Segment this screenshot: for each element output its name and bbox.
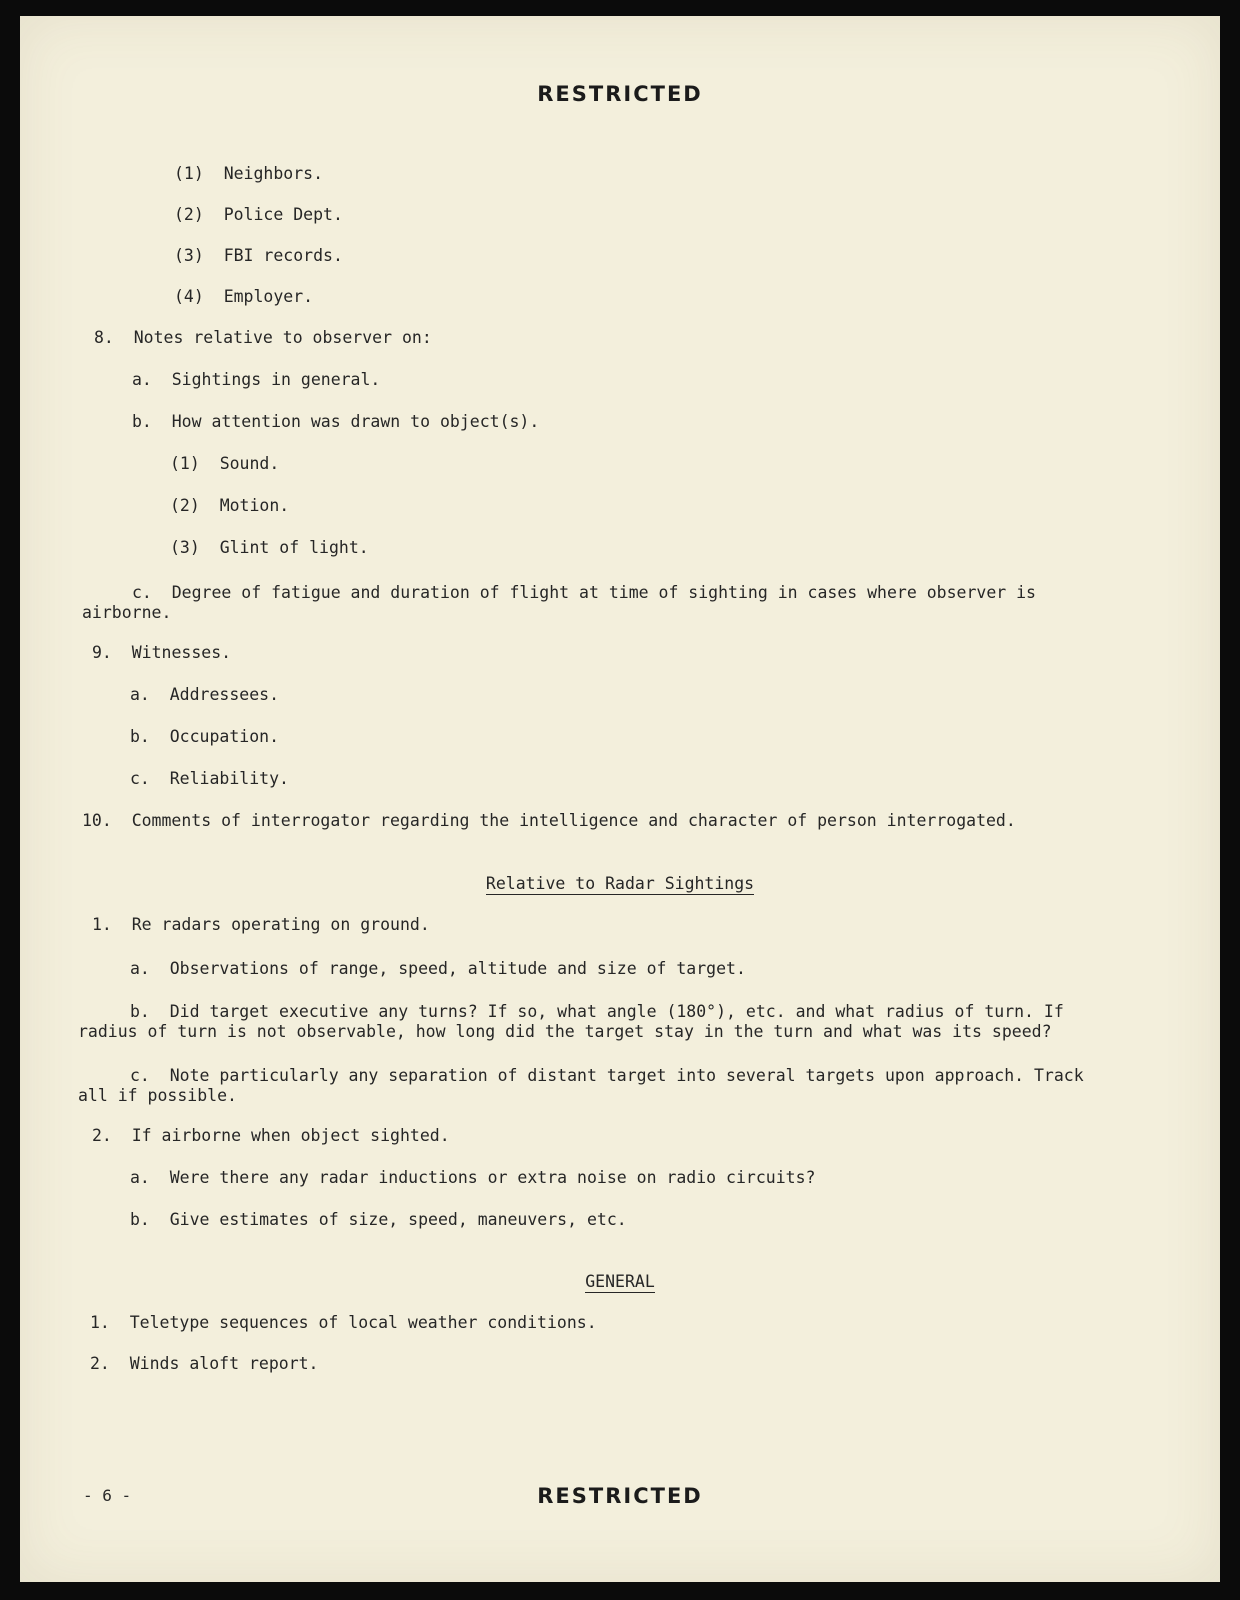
paragraph-item [78,1066,1108,1106]
list-item [132,412,539,431]
list-item [170,496,289,515]
page-number: - 6 - [83,1486,132,1505]
item-number: (3) [174,246,204,265]
classification-footer: RESTRICTED [537,1484,703,1508]
item-text: FBI records. [223,246,343,265]
item-number: (1) [170,454,200,473]
list-item [170,538,369,557]
item-number: 8. [94,328,114,347]
classification-header: RESTRICTED [537,82,703,106]
list-item [174,205,343,224]
list-item [130,1168,815,1187]
item-text: Observations of range, speed, altitude and size of target. [169,959,746,978]
item-text: Degree of fatigue and duration of flight at time of sighting in cases where observer is airborne. [82,583,1036,622]
item-number: a. [130,685,150,704]
item-number: b. [132,412,152,431]
item-number: 10. [82,811,112,830]
item-text: Police Dept. [223,205,343,224]
item-text: Comments of interrogator regarding the intelligence and character of person interrogated. [131,811,1016,830]
item-number: b. [130,1210,150,1229]
item-number: 2. [92,1126,112,1145]
item-number: (2) [174,205,204,224]
list-item [130,685,279,704]
document-page [20,16,1220,1582]
item-text: Winds aloft report. [129,1354,319,1373]
item-text: Note particularly any separation of distant target into several targets upon approach. Track all if possible. [78,1066,1084,1105]
item-text: Employer. [223,287,314,306]
item-number: 1. [90,1313,110,1332]
item-text: Were there any radar inductions or extra noise on radio circuits? [169,1168,816,1187]
item-number: (2) [170,496,200,515]
list-item [92,915,430,934]
list-item [174,164,323,183]
item-text: If airborne when object sighted. [131,1126,450,1145]
item-text: Did target executive any turns? If so, what angle (180°), etc. and what radius of turn. If radius of turn is not observable, how long did the target stay in the turn and what was its speed? [78,1002,1064,1041]
item-text: Glint of light. [219,538,369,557]
item-number: c. [132,583,152,602]
list-item [92,643,231,662]
list-item [132,370,380,389]
list-item [90,1354,319,1373]
paragraph-item [82,583,1042,623]
list-item [130,769,289,788]
list-item [92,1126,450,1145]
item-number: (3) [170,538,200,557]
section-heading-radar: Relative to Radar Sightings [485,874,755,893]
item-number: b. [130,727,150,746]
item-number: (1) [174,164,204,183]
item-text: Addressees. [169,685,280,704]
list-item [130,1210,627,1229]
paragraph-item [78,1002,1108,1042]
item-text: Witnesses. [131,643,232,662]
item-number: 9. [92,643,112,662]
list-item [82,811,1016,830]
item-text: Reliability. [169,769,289,788]
item-number: a. [130,959,150,978]
item-text: Neighbors. [223,164,324,183]
list-item [174,287,313,306]
item-number: c. [130,769,150,788]
list-item [130,727,279,746]
item-text: Motion. [219,496,290,515]
item-number: b. [130,1002,150,1021]
item-text: Sightings in general. [171,370,381,389]
item-number: 2. [90,1354,110,1373]
item-number: a. [130,1168,150,1187]
list-item [90,1313,597,1332]
list-item [170,454,279,473]
section-heading-general: GENERAL [585,1272,655,1291]
item-number: 1. [92,915,112,934]
item-number: a. [132,370,152,389]
item-text: Occupation. [169,727,280,746]
item-text: How attention was drawn to object(s). [171,412,540,431]
item-text: Re radars operating on ground. [131,915,430,934]
list-item [130,959,746,978]
item-text: Sound. [219,454,280,473]
item-text: Give estimates of size, speed, maneuvers, etc. [169,1210,627,1229]
list-item [174,246,343,265]
item-text: Teletype sequences of local weather conditions. [129,1313,597,1332]
list-item [94,328,432,347]
item-number: (4) [174,287,204,306]
item-number: c. [130,1066,150,1085]
item-text: Notes relative to observer on: [133,328,432,347]
